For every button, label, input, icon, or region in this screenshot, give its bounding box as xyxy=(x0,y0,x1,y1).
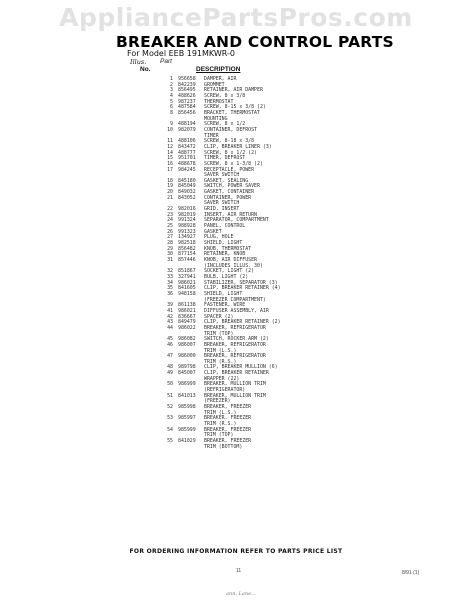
part-description: (INCLUDES ILLUS. 30) xyxy=(204,262,263,269)
part-number: 948158 xyxy=(178,290,196,297)
part-description: BREAKER, REFRIGERATOR xyxy=(204,341,266,348)
part-illus-number: 30 xyxy=(167,251,173,258)
part-number: 986000 xyxy=(178,353,196,360)
part-description: BREAKER, FREEZER xyxy=(204,415,252,422)
part-number: 843052 xyxy=(178,194,196,201)
part-number: 856482 xyxy=(178,245,196,252)
part-illus-number: 5 xyxy=(170,98,173,105)
part-number: 986007 xyxy=(178,341,196,348)
part-number: 861138 xyxy=(178,302,196,309)
part-description: KNOB, AIR DIFFUSER xyxy=(204,257,257,263)
part-number: 841605 xyxy=(178,285,196,292)
part-description: CLIP, BREAKER LINER (3) xyxy=(204,143,272,150)
part-illus-number: 6 xyxy=(170,104,173,111)
part-number: 845007 xyxy=(178,370,196,377)
part-description: SCREW, 8-18 x 3/8 xyxy=(204,138,255,145)
part-number: 851867 xyxy=(178,268,196,275)
header-illus: Illus. xyxy=(130,58,147,66)
part-illus-number: 32 xyxy=(167,268,173,275)
part-description: BREAKER, MULLION TRIM xyxy=(204,392,266,399)
part-illus-number: 42 xyxy=(167,313,173,320)
part-number: 982016 xyxy=(178,206,196,213)
part-illus-number: 55 xyxy=(167,438,173,444)
part-description: SHIELD, LIGHT xyxy=(204,240,243,247)
part-description: CONTAINER, POWER xyxy=(204,194,252,201)
part-description: SPACER (2) xyxy=(204,313,234,320)
part-illus-number: 19 xyxy=(167,183,173,190)
part-number: 488777 xyxy=(178,149,196,156)
part-number: 982079 xyxy=(178,126,196,133)
part-number: 985998 xyxy=(178,404,196,411)
part-number: 134927 xyxy=(178,234,196,241)
part-number: 951701 xyxy=(178,155,196,162)
part-illus-number: 39 xyxy=(167,302,173,309)
part-illus-number: 12 xyxy=(167,143,173,150)
part-description: SCREW, 8 x 1/2 (2) xyxy=(204,149,257,156)
part-description: CLIP, BREAKER MULLION (6) xyxy=(204,364,278,371)
part-description: STABILIZER, SEPARATOR (3) xyxy=(204,279,278,286)
part-number: 877154 xyxy=(178,251,196,258)
part-description: SOCKET, LIGHT (2) xyxy=(204,268,255,275)
part-description: MOUNTING xyxy=(204,115,228,122)
part-description: BRACKET, THERMOSTAT xyxy=(204,109,260,116)
part-number xyxy=(178,445,204,451)
part-illus-number: 1 xyxy=(170,76,173,82)
part-description: TIMER xyxy=(204,132,219,139)
part-description: SCREW, 8 x 3/8 xyxy=(204,92,246,99)
part-description: GASKET xyxy=(204,228,222,235)
part-description: DAMPER, AIR xyxy=(204,76,237,82)
part-number: 988928 xyxy=(178,223,196,230)
part-number: 986022 xyxy=(178,324,196,331)
part-illus-number: 17 xyxy=(167,166,173,173)
part-description: BREAKER, FREEZER xyxy=(204,426,252,433)
part-illus-number: 22 xyxy=(167,206,173,213)
part-number: 488626 xyxy=(178,92,196,99)
model-subtitle: For Model EEB 191MKWR-0 xyxy=(127,49,235,58)
part-number: 488678 xyxy=(178,160,196,167)
parts-list xyxy=(158,77,358,450)
part-description: SHIELD, LIGHT xyxy=(204,290,243,297)
part-description: BREAKER, REFRIGERATOR xyxy=(204,353,266,360)
part-number: 989798 xyxy=(178,364,196,371)
part-illus-number: 36 xyxy=(167,290,173,297)
part-illus-number: 21 xyxy=(167,194,173,201)
part-number: 842239 xyxy=(178,81,196,88)
part-illus-number: 54 xyxy=(167,426,173,433)
part-number: 849032 xyxy=(178,189,196,196)
part-number: 488106 xyxy=(178,138,196,145)
part-description: INSERT, AIR RETURN xyxy=(204,211,257,218)
part-description: RETAINER, AIR DAMPER xyxy=(204,87,263,94)
part-description: (REFRIGERATOR) xyxy=(204,387,246,394)
part-number: 985999 xyxy=(178,426,196,433)
part-description: TRIM (TOP) xyxy=(204,330,234,337)
part-number: 841029 xyxy=(178,438,196,444)
part-description: TRIM (BOTTOM) xyxy=(204,443,243,450)
part-description: GASKET, CONTAINER xyxy=(204,189,255,196)
part-illus-number: 29 xyxy=(167,245,173,252)
part-description: CONTAINER, DEFROST xyxy=(204,126,257,133)
part-illus-number: 41 xyxy=(167,307,173,314)
part-description: TRIM (L.S.) xyxy=(204,347,237,354)
part-number: 488194 xyxy=(178,121,196,128)
part-description: SWITCH, POWER SAVER xyxy=(204,183,260,190)
part-description: RECEPTACLE, POWER xyxy=(204,166,255,173)
part-number: 982518 xyxy=(178,240,196,247)
part-illus-number: 50 xyxy=(167,381,173,388)
page-title: BREAKER AND CONTROL PARTS xyxy=(116,33,394,51)
part-number: 987237 xyxy=(178,98,196,105)
page-number: 11 xyxy=(236,568,242,574)
part-number: 986021 xyxy=(178,307,196,314)
part-illus-number: 11 xyxy=(167,138,173,145)
part-illus-number xyxy=(158,445,178,451)
part-illus-number: 15 xyxy=(167,155,173,162)
part-illus-number: 27 xyxy=(167,234,173,241)
part-number: 487584 xyxy=(178,104,196,111)
part-number: 843472 xyxy=(178,143,196,150)
part-number: 857446 xyxy=(178,257,196,263)
part-description: GROMMET xyxy=(204,81,225,88)
part-number: 982019 xyxy=(178,211,196,218)
part-illus-number: 26 xyxy=(167,228,173,235)
part-number: 956658 xyxy=(178,76,196,82)
part-description: TRIM (L.S.) xyxy=(204,409,237,416)
part-illus-number: 2 xyxy=(170,81,173,88)
part-illus-number: 53 xyxy=(167,415,173,422)
part-description: SEPARATOR, COMPARTMENT xyxy=(204,217,269,224)
part-description: WRAPPER (22) xyxy=(204,375,240,382)
part-number: 986021 xyxy=(178,279,196,286)
header-description: DESCRIPTION xyxy=(196,66,241,73)
part-illus-number: 44 xyxy=(167,324,173,331)
part-illus-number: 23 xyxy=(167,211,173,218)
part-illus-number: 43 xyxy=(167,319,173,326)
part-illus-number: 34 xyxy=(167,279,173,286)
part-number: 986082 xyxy=(178,336,196,343)
part-number: 856495 xyxy=(178,87,196,94)
part-description: GRID, INSERT xyxy=(204,206,240,213)
part-illus-number: 28 xyxy=(167,240,173,247)
part-row xyxy=(158,445,358,451)
part-description: TRIM (TOP) xyxy=(204,432,234,439)
part-description: DIFFUSER ASSEMBLY, AIR xyxy=(204,307,269,314)
part-description: SAVER SWITCH xyxy=(204,200,240,207)
part-description: SWITCH, ROCKER ARM (2) xyxy=(204,336,269,343)
part-description: GASKET, SEALING xyxy=(204,177,249,184)
part-number: 849479 xyxy=(178,319,196,326)
part-description: CLIP, BREAKER RETAINER (4) xyxy=(204,285,281,292)
document-code: 8/91 (1) xyxy=(402,570,420,576)
part-number: 327941 xyxy=(178,273,196,280)
part-description: TIMER, DEFROST xyxy=(204,155,246,162)
part-illus-number: 20 xyxy=(167,189,173,196)
part-illus-number: 16 xyxy=(167,160,173,167)
part-illus-number: 4 xyxy=(170,92,173,99)
part-illus-number: 14 xyxy=(167,149,173,156)
part-illus-number: 47 xyxy=(167,353,173,360)
part-illus-number: 46 xyxy=(167,341,173,348)
part-description: (FREEZER COMPARTMENT) xyxy=(204,296,266,303)
part-number: 845180 xyxy=(178,177,196,184)
part-illus-number: 10 xyxy=(167,126,173,133)
part-illus-number: 45 xyxy=(167,336,173,343)
part-number: 984245 xyxy=(178,166,196,173)
part-description: SCREW, 8 x 1-3/8 (2) xyxy=(204,160,263,167)
part-description: SCREW, 8 x 1/2 xyxy=(204,121,246,128)
part-description: THERMOSTAT xyxy=(204,98,234,105)
part-illus-number: 25 xyxy=(167,223,173,230)
part-description: PANEL, CONTROL xyxy=(204,223,246,230)
part-description: CLIP, BREAKER RETAINER (2) xyxy=(204,319,281,326)
part-description: KNOB, THERMOSTAT xyxy=(204,245,252,252)
part-illus-number: 51 xyxy=(167,392,173,399)
part-illus-number: 49 xyxy=(167,370,173,377)
part-description: SCREW, 8-15 x 3/8 (2) xyxy=(204,104,266,111)
part-description: BREAKER, REFRIGERATOR xyxy=(204,324,266,331)
header-no: No. xyxy=(140,66,151,73)
part-description: BREAKER, FREEZER xyxy=(204,404,252,411)
part-illus-number: 31 xyxy=(167,257,173,263)
part-description: RETAINER, KNOB xyxy=(204,251,246,258)
part-illus-number: 9 xyxy=(170,121,173,128)
part-description: SAVER SWITCH xyxy=(204,172,240,179)
part-number: 991323 xyxy=(178,228,196,235)
part-description: (FREEZER) xyxy=(204,398,231,405)
part-description: PLUG, HOLE xyxy=(204,234,234,241)
part-illus-number: 24 xyxy=(167,217,173,224)
part-illus-number: 52 xyxy=(167,404,173,411)
part-number: 856456 xyxy=(178,109,196,116)
part-description: BULB, LIGHT (2) xyxy=(204,273,249,280)
part-number: 991324 xyxy=(178,217,196,224)
part-number: 845049 xyxy=(178,183,196,190)
part-description: BREAKER, FREEZER xyxy=(204,438,252,444)
part-illus-number: 35 xyxy=(167,285,173,292)
watermark-logo: AppliancePartsPros.com xyxy=(59,3,413,32)
part-description: FASTENER, WIRE xyxy=(204,302,246,309)
part-description: TRIM (R.S.) xyxy=(204,358,237,365)
part-illus-number: 48 xyxy=(167,364,173,371)
part-number: 985997 xyxy=(178,415,196,422)
part-number: 841013 xyxy=(178,392,196,399)
part-description: BREAKER, MULLION TRIM xyxy=(204,381,266,388)
ordering-note: FOR ORDERING INFORMATION REFER TO PARTS PRICE LIST xyxy=(129,548,343,555)
part-illus-number: 3 xyxy=(170,87,173,94)
part-illus-number: 33 xyxy=(167,273,173,280)
part-number: 986999 xyxy=(178,381,196,388)
handwritten-note: ann. Lane... xyxy=(226,591,256,597)
header-part: Part xyxy=(160,58,172,65)
part-illus-number: 8 xyxy=(170,109,173,116)
part-description: TRIM (R.S.) xyxy=(204,421,237,428)
part-illus-number: 18 xyxy=(167,177,173,184)
part-number: 836667 xyxy=(178,313,196,320)
part-description: CLIP, BREAKER RETAINER xyxy=(204,370,269,377)
